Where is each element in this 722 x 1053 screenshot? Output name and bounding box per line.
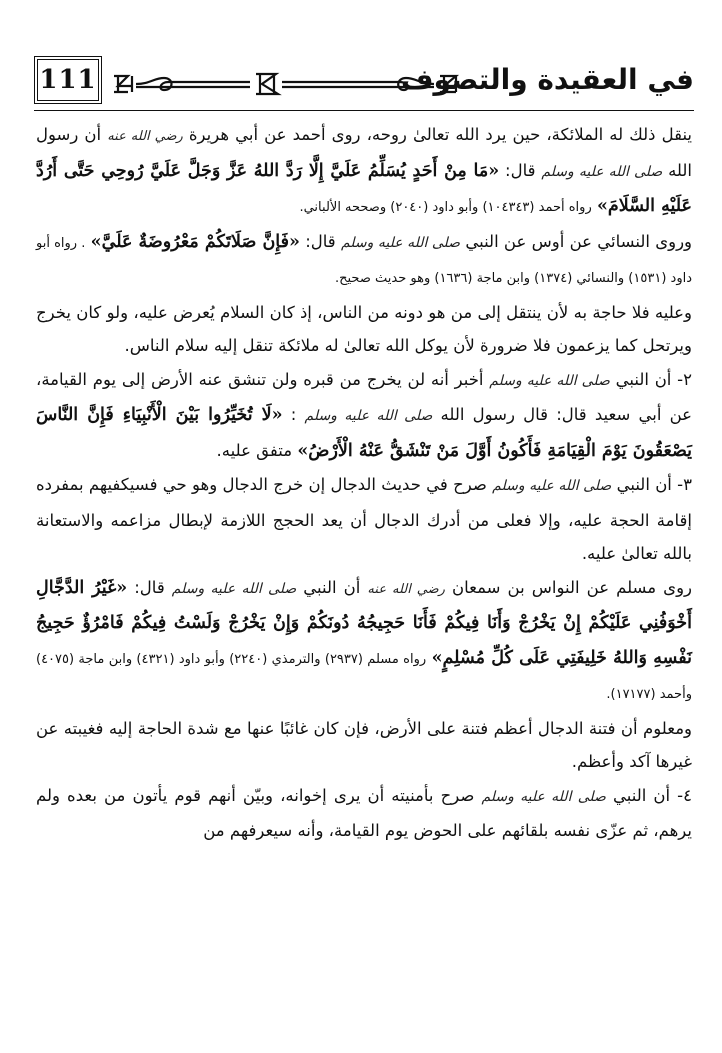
hadith-reference-2: . رواه أبو داود (١٥٣١) والنسائي (١٣٧٤) وابن ماجة (١٦٣٦) وهو حديث صحيح. bbox=[36, 235, 692, 286]
hadith-reference-1: رواه أحمد (١٠٤٣٤٣) وأبو داود (٢٠٤٠) وصححه الألباني. bbox=[299, 200, 592, 215]
page-header bbox=[34, 56, 694, 116]
paragraph-6-text: روى مسلم عن النواس بن سمعان bbox=[444, 577, 693, 597]
page-body bbox=[36, 118, 692, 848]
paragraph-5-text-2: صرح في حديث الدجال إن خرج الدجال وهو حي فسيكفيهم بمفرده إقامة الحجة عليه، وإلا فعلى من أدرك الدجال أن يعد الحجج اللازمة لإبطال مزاعمه والاستعانة بالله تعالىٰ عليه. bbox=[36, 475, 692, 563]
hadith-quote-3: «لَا تُخَيِّرُوا بَيْنَ الْأَنْبِيَاءِ فَإِنَّ النَّاسَ يَصْعَقُونَ يَوْمَ الْقِيَامَةِ فَأَكُونُ أَوَّلَ مَنْ تَنْشَقُّ عَنْهُ الْأَرْضُ» bbox=[36, 405, 692, 461]
hadith-reference-3: متفق عليه. bbox=[216, 440, 293, 460]
radiallahu-anhu-honorific: رضي الله عنه bbox=[367, 581, 445, 597]
salla-allahu-honorific: صلى الله عليه وسلم bbox=[541, 163, 663, 180]
paragraph-2-text: وروى النسائي عن أوس عن النبي bbox=[460, 231, 693, 251]
salla-allahu-honorific: صلى الله عليه وسلم bbox=[171, 580, 297, 597]
paragraph-7: ومعلوم أن فتنة الدجال أعظم فتنة على الأرض، فإن كان غائبًا عنها مع شدة الحاجة إليه فغيبته عن غيرها آكد وأعظم. bbox=[36, 718, 692, 771]
salla-allahu-honorific: صلى الله عليه وسلم bbox=[492, 478, 612, 494]
page-number: 111 bbox=[34, 56, 102, 104]
paragraph-8 bbox=[36, 779, 692, 848]
hadith-quote-1: «مَا مِنْ أَحَدٍ يُسَلِّمُ عَلَيَّ إِلَّا رَدَّ اللهُ عَزَّ وَجَلَّ عَلَيَّ رُوحِي حَتَّى أَرُدَّ عَلَيْهِ السَّلَامَ» bbox=[36, 160, 692, 216]
paragraph-6-text-2: أن النبي bbox=[296, 577, 361, 597]
paragraph-5 bbox=[36, 468, 692, 571]
paragraph-6-text-3: قال: bbox=[127, 577, 165, 597]
paragraph-1-text: ينقل ذلك له الملائكة، حين يرد الله تعالىٰ روحه، روى أحمد عن أبي هريرة bbox=[188, 125, 693, 144]
paragraph-4-text-3: : bbox=[282, 405, 297, 424]
paragraph-4-text: ٢- أن النبي bbox=[609, 369, 692, 389]
paragraph-5-text: ٣- أن النبي bbox=[611, 475, 693, 494]
paragraph-1 bbox=[36, 118, 692, 225]
hadith-quote-4: «غَيْرُ الدَّجَّالِ أَخْوَفُنِي عَلَيْكُمْ إِنْ يَخْرُجْ وَأَنَا فِيكُمْ فَأَنَا حَجِيجُهُ دُونَكُمْ وَإِنْ يَخْرُجْ وَلَسْتُ فِيكُمْ فَامْرُؤٌ حَجِيجُ نَفْسِهِ وَاللهُ خَلِيفَتِي عَلَى كُلِّ مُسْلِمٍ» bbox=[36, 577, 692, 668]
hadith-quote-2: «فَإِنَّ صَلَاتَكُمْ مَعْرُوضَةٌ عَلَيَّ» bbox=[90, 231, 300, 252]
paragraph-2-text-2: قال: bbox=[299, 231, 336, 251]
running-title: في العقيدة والتصوف bbox=[401, 63, 694, 96]
paragraph-4 bbox=[36, 363, 692, 469]
paragraph-4-text-2: أخبر أنه لن يخرج من قبره ولن تنشق عنه الأرض إلى يوم القيامة، عن أبي سعيد قال: قال رسول الله bbox=[36, 369, 693, 424]
radiallahu-anhu-honorific: رضي الله عنه bbox=[107, 129, 183, 144]
paragraph-1-text-2: أن رسول الله bbox=[36, 125, 692, 180]
paragraph-8-text-2: صرح بأمنيته أن يرى إخوانه، وبيّن أنهم قوم يأتون من بعده ولم يرهم، ثم عزّى نفسه بلقائهم على الحوض يوم القيامة، وأنه سيعرفهم من bbox=[36, 785, 692, 840]
header-rule bbox=[34, 110, 694, 111]
paragraph-3: وعليه فلا حاجة به لأن ينتقل إلى من هو دونه من الناس، إذ كان السلام يُعرض عليه، ولو كان يخرج ويرتحل كما يزعمون فلا ضرورة لأن يوكل الله تعالىٰ له ملائكة تنقل إليه سلام الناس. bbox=[36, 302, 692, 355]
salla-allahu-honorific: صلى الله عليه وسلم bbox=[489, 372, 610, 389]
paragraph-8-text: ٤- أن النبي bbox=[605, 785, 692, 805]
paragraph-2 bbox=[36, 225, 692, 296]
salla-allahu-honorific: صلى الله عليه وسلم bbox=[340, 234, 461, 251]
salla-allahu-honorific: صلى الله عليه وسلم bbox=[481, 788, 606, 805]
salla-allahu-honorific-2: صلى الله عليه وسلم bbox=[304, 408, 433, 424]
paragraph-6 bbox=[36, 571, 692, 712]
hadith-reference-4: رواه مسلم (٢٩٣٧) والترمذي (٢٢٤٠) وأبو داود (٤٣٢١) وابن ماجة (٤٠٧٥) وأحمد (١٧١٧٧). bbox=[36, 651, 692, 702]
paragraph-1-text-3: قال: bbox=[499, 160, 536, 180]
